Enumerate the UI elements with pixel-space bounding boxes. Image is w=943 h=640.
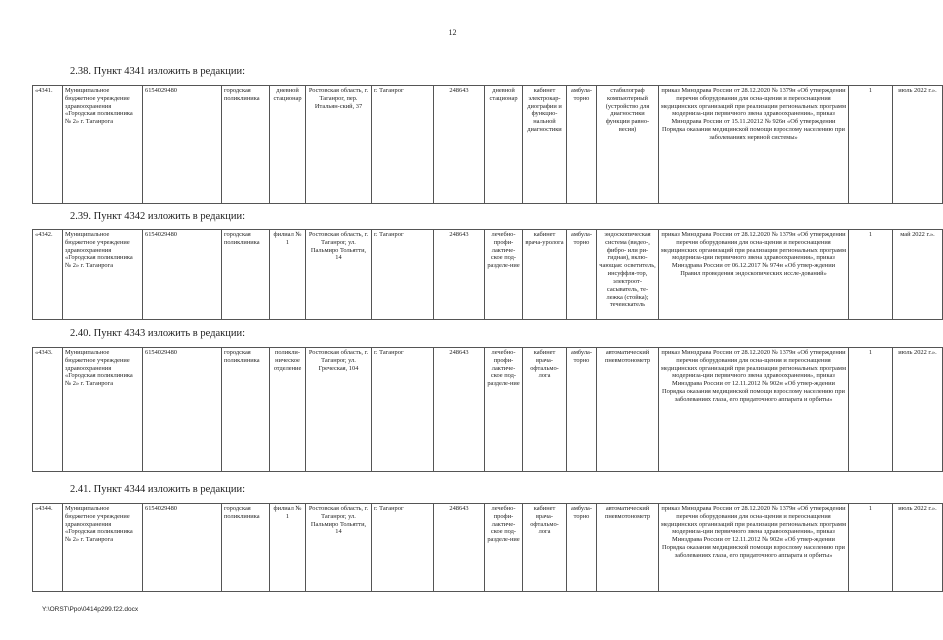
cell-organization: Муниципальное бюджетное учреждение здравоохранения «Городская поликлиника № 2» г. Таганрога — [63, 86, 143, 204]
cell-inn: 6154029480 — [143, 348, 222, 472]
cell-unit: филиал № 1 — [270, 504, 306, 592]
cell-index: 248643 — [434, 348, 485, 472]
cell-organization: Муниципальное бюджетное учреждение здравоохранения «Городская поликлиника № 2» г. Таганрога — [63, 348, 143, 472]
cell-number: «4342. — [33, 230, 63, 320]
cell-form: амбула-торно — [567, 86, 597, 204]
record-table — [32, 503, 943, 592]
page-number: 12 — [448, 28, 457, 37]
cell-orders: приказ Минздрава России от 28.12.2020 № 1379н «Об утверждении перечня оборудования для осна-щения и переоснащения медицинских организаций при реализации региональных программ модерниза-ции первичного звена здравоохранения», приказ Минздрава России от 12.11.2012 № 902н «Об утвер-ждении Порядка оказания медицинской помощи взрослому населению при заболеваниях глаза, его придаточного аппарата и орбиты» — [659, 348, 849, 472]
cell-inn: 6154029480 — [143, 86, 222, 204]
table-row — [33, 230, 943, 320]
cell-department: лечебно-профи-лактиче-ское под-разделе-ние — [485, 230, 523, 320]
cell-form: амбула-торно — [567, 230, 597, 320]
cell-index: 248643 — [434, 504, 485, 592]
cell-number: «4343. — [33, 348, 63, 472]
cell-equipment: автоматический пневмотонометр — [597, 504, 659, 592]
cell-facility-type: городская поликлиника — [222, 230, 270, 320]
table-row — [33, 348, 943, 472]
cell-unit: дневной стационар — [270, 86, 306, 204]
cell-room: кабинет врача-офтальмо-лога — [523, 504, 567, 592]
cell-department: дневной стационар — [485, 86, 523, 204]
cell-form: амбула-торно — [567, 504, 597, 592]
cell-department: лечебно-профи-лактиче-ское под-разделе-ние — [485, 348, 523, 472]
cell-orders: приказ Минздрава России от 28.12.2020 № 1379н «Об утверждении перечня оборудования для осна-щения и переоснащения медицинских организаций при реализации региональных программ модерниза-ции первичного звена здравоохранения», приказ Минздрава России от 12.11.2012 № 902н «Об утвер-ждении Порядка оказания медицинской помощи взрослому населению при заболеваниях глаза, его придаточного аппарата и орбиты» — [659, 504, 849, 592]
cell-orders: приказ Минздрава России от 28.12.2020 № 1379н «Об утверждении перечня оборудования для осна-щения и переоснащения медицинских организаций при реализации региональных программ модерниза-ции первичного звена здравоохранения», приказ Минздрава России от 15.11.20212 № 926н «Об утверждении Порядка оказания медицинской помощи взрослому населению при заболеваниях нервной системы» — [659, 86, 849, 204]
cell-facility-type: городская поликлиника — [222, 86, 270, 204]
cell-equipment: стабилограф компьютерный (устройство для диагностики функции равно-весия) — [597, 86, 659, 204]
cell-city: г. Таганрог — [372, 230, 434, 320]
cell-quantity: 1 — [849, 86, 893, 204]
cell-equipment: эндоскопическая система (видео-, фибро- или ри-гидная), вклю-чающая: осветитель, инсуффля-тор, электроот-сасыватель, те-лежка (стойка); течеискатель — [597, 230, 659, 320]
record-table — [32, 85, 943, 204]
cell-room: кабинет врача-офтальмо-лога — [523, 348, 567, 472]
cell-orders: приказ Минздрава России от 28.12.2020 № 1379н «Об утверждении перечня оборудования для осна-щения и переоснащения медицинских организаций при реализации региональных программ модерниза-ции первичного звена здравоохранения», приказ Минздрава России от 06.12.2017 № 974н «Об утвер-ждении Правил проведения эндоскопических иссле-дований» — [659, 230, 849, 320]
cell-form: амбула-торно — [567, 348, 597, 472]
cell-date: май 2022 г.». — [893, 230, 943, 320]
cell-equipment: автоматический пневмотонометр — [597, 348, 659, 472]
cell-quantity: 1 — [849, 504, 893, 592]
cell-unit: филиал № 1 — [270, 230, 306, 320]
cell-address: Ростовская область, г. Таганрог, ул. Греческая, 104 — [306, 348, 372, 472]
record-table — [32, 229, 943, 320]
cell-organization: Муниципальное бюджетное учреждение здравоохранения «Городская поликлиника № 2» г. Таганрога — [63, 230, 143, 320]
cell-department: лечебно-профи-лактиче-ское под-разделе-ние — [485, 504, 523, 592]
cell-city: г. Таганрог — [372, 504, 434, 592]
cell-city: г. Таганрог — [372, 86, 434, 204]
cell-date: июль 2022 г.». — [893, 504, 943, 592]
table-row — [33, 504, 943, 592]
cell-index: 248643 — [434, 86, 485, 204]
section-heading: 2.41. Пункт 4344 изложить в редакции: — [70, 484, 245, 495]
cell-address: Ростовская область, г. Таганрог, пер. Итальян-ский, 37 — [306, 86, 372, 204]
cell-quantity: 1 — [849, 230, 893, 320]
cell-room: кабинет электрокар-диографии и функцио-нальной диагностики — [523, 86, 567, 204]
cell-city: г. Таганрог — [372, 348, 434, 472]
cell-facility-type: городская поликлиника — [222, 348, 270, 472]
cell-inn: 6154029480 — [143, 230, 222, 320]
cell-organization: Муниципальное бюджетное учреждение здравоохранения «Городская поликлиника № 2» г. Таганрога — [63, 504, 143, 592]
cell-unit: поликли-ническое отделение — [270, 348, 306, 472]
section-heading: 2.38. Пункт 4341 изложить в редакции: — [70, 66, 245, 77]
table-row — [33, 86, 943, 204]
cell-number: «4341. — [33, 86, 63, 204]
cell-quantity: 1 — [849, 348, 893, 472]
cell-room: кабинет врача-уролога — [523, 230, 567, 320]
record-table — [32, 347, 943, 472]
footer-file-path: Y:\ORST\Ppo\0414p299.f22.docx — [42, 606, 139, 613]
cell-inn: 6154029480 — [143, 504, 222, 592]
cell-facility-type: городская поликлиника — [222, 504, 270, 592]
section-heading: 2.40. Пункт 4343 изложить в редакции: — [70, 328, 245, 339]
cell-date: июль 2022 г.». — [893, 86, 943, 204]
cell-number: «4344. — [33, 504, 63, 592]
section-heading: 2.39. Пункт 4342 изложить в редакции: — [70, 211, 245, 222]
cell-address: Ростовская область, г. Таганрог, ул. Пальмиро Тольятти, 14 — [306, 504, 372, 592]
cell-address: Ростовская область, г. Таганрог, ул. Пальмиро Тольятти, 14 — [306, 230, 372, 320]
cell-index: 248643 — [434, 230, 485, 320]
cell-date: июль 2022 г.». — [893, 348, 943, 472]
